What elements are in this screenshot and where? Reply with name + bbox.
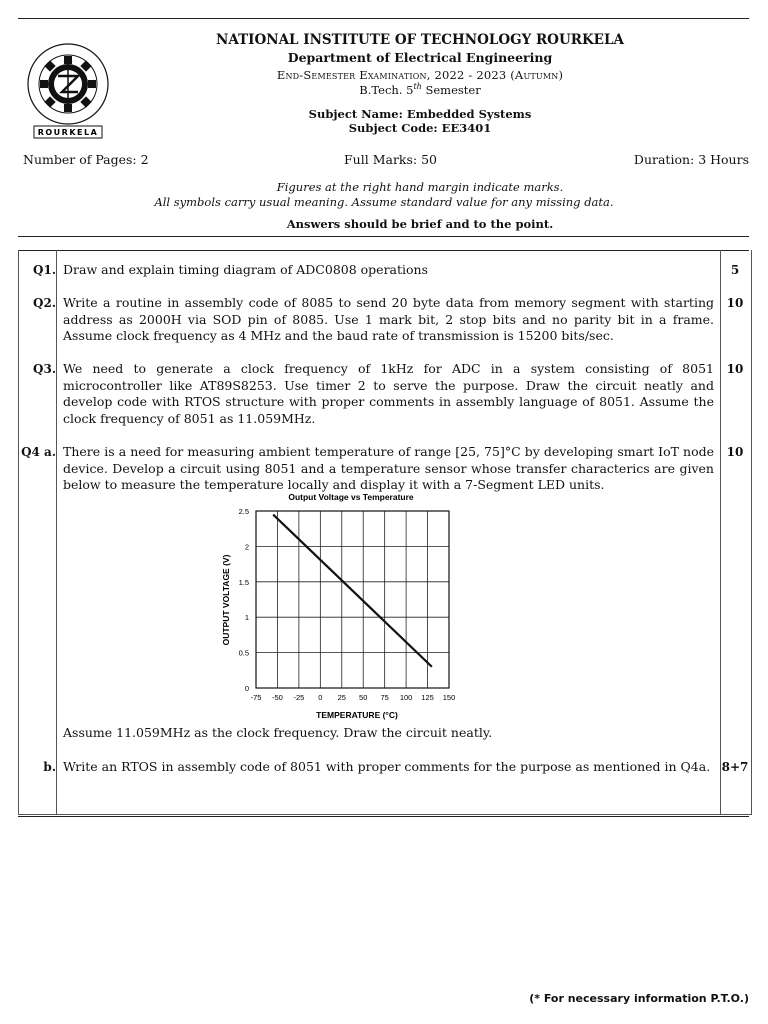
q4b-text: Write an RTOS in assembly code of 8051 with proper comments for the purpose as mentioned in Q4a. [63, 759, 711, 774]
y-axis-label: OUTPUT VOLTAGE (V) [221, 554, 231, 646]
qno-column-divider [56, 250, 57, 814]
y-tick-label: 0 [244, 684, 249, 693]
chart-title: Output Voltage vs Temperature [288, 492, 414, 502]
chart-svg [218, 490, 468, 722]
subject-name: Subject Name: Embedded Systems [308, 107, 532, 121]
table-bottom-rule [18, 816, 749, 817]
x-tick-label: -50 [272, 693, 283, 702]
q4b-marks: 8+7 [721, 760, 749, 774]
y-tick-label: 2.5 [238, 507, 249, 516]
exam-title: End-Semester Examination, 2022 - 2023 (Autumn) [276, 68, 564, 82]
rule-above-table [18, 236, 749, 237]
q1-text: Draw and explain timing diagram of ADC0808 operations [63, 262, 429, 277]
department-name: Department of Electrical Engineering [287, 50, 553, 65]
series-line [273, 515, 432, 667]
institute-name: NATIONAL INSTITUTE OF TECHNOLOGY ROURKELA [216, 32, 624, 48]
q2-text: Write a routine in assembly code of 8085 to send 20 byte data from memory segment with starting address as 2000H via SOD pin of 8085. Use 1 mark bit, 2 stop bits and no parity bit in a frame. Assume clock frequency as 4 MHz and the baud rate of transmission is 15200 bits/sec. [63, 295, 714, 343]
program-line: B.Tech. 5th Semester [359, 82, 481, 97]
instruction-line-3: Answers should be brief and to the point. [286, 217, 554, 231]
instruction-line-2: All symbols carry usual meaning. Assume standard value for any missing data. [154, 195, 614, 209]
plot-frame [256, 511, 449, 688]
footer-note: (* For necessary information P.T.O.) [529, 992, 749, 1005]
x-tick-label: 100 [399, 693, 413, 702]
y-tick-label: 0.5 [238, 648, 249, 658]
q2-marks: 10 [726, 296, 744, 310]
full-marks: Full Marks: 50 [344, 152, 437, 167]
marks-column-divider [720, 250, 721, 814]
x-tick-label: -75 [250, 693, 262, 702]
q4a-text: There is a need for measuring ambient temperature of range [25, 75]°C by developing smart IoT node device. Develop a circuit using 8051 and a temperature sensor whose transfer characterics are given below to measure the temperature locally and display it with a 7-Segment LED units. [63, 444, 714, 492]
x-axis-label: TEMPERATURE (°C) [316, 710, 398, 720]
subject-code: Subject Code: EE3401 [348, 121, 492, 135]
x-tick-label: 25 [337, 693, 346, 702]
q3-marks: 10 [726, 362, 744, 376]
duration: Duration: 3 Hours [633, 152, 749, 167]
x-tick-label: 125 [421, 693, 434, 702]
svg-text:ROURKELA: ROURKELA [37, 128, 99, 137]
q3-number: Q3. [33, 362, 56, 376]
top-rule [18, 18, 749, 19]
q1-number: Q1. [33, 263, 56, 277]
q1-marks: 5 [730, 263, 740, 277]
institute-logo [14, 40, 122, 144]
q2-number: Q2. [33, 296, 56, 310]
instruction-line-1: Figures at the right hand margin indicate marks. [276, 180, 564, 194]
y-tick-label: 2 [244, 542, 249, 552]
x-tick-label: 0 [318, 693, 323, 702]
x-tick-label: 50 [359, 693, 368, 702]
y-tick-label: 1.5 [238, 577, 249, 587]
q4a-number: Q4 a. [21, 445, 56, 459]
y-tick-label: 1 [244, 613, 249, 623]
number-of-pages: Number of Pages: 2 [23, 152, 149, 167]
x-tick-label: -25 [293, 693, 305, 702]
x-tick-label: 75 [380, 693, 389, 702]
temperature-voltage-chart [218, 490, 468, 722]
q4b-number: b. [43, 760, 56, 774]
q4a-marks: 10 [726, 445, 744, 459]
q3-text: We need to generate a clock frequency of 1kHz for ADC in a system consisting of 8051 microcontroller like AT89S8253. Use timer 2 to serve the purpose. Draw the circuit neatly and develop code with RTOS structure with proper comments in assembly language of 8051. Assume the clock frequency of 8051 as 11.059MHz. [63, 361, 714, 426]
q4a-followup-text: Assume 11.059MHz as the clock frequency. Draw the circuit neatly. [63, 725, 493, 740]
x-tick-label: 150 [442, 693, 456, 702]
